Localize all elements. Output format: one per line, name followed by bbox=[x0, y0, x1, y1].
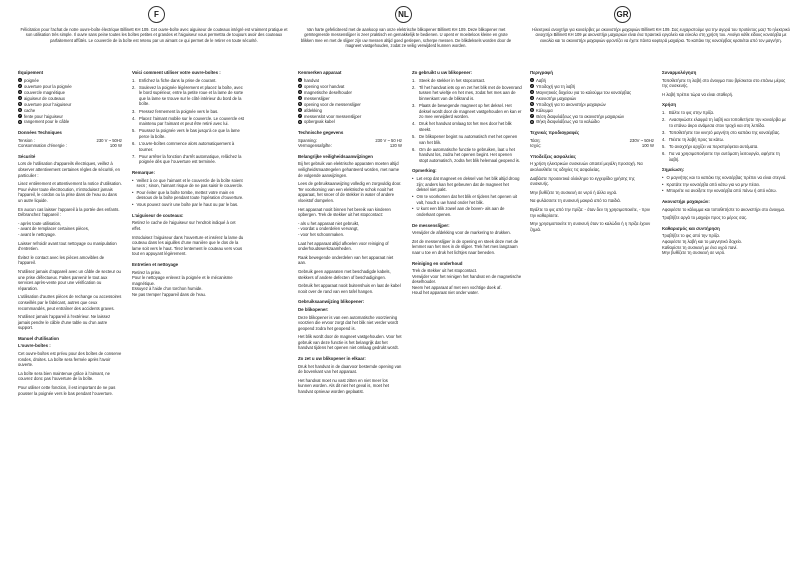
paragraph: Bij het gebruik van elektrische apparaten moeten altijd veiligheidsmaatregelen gehanteerd worden, met name de volgende aanwijzingen. bbox=[298, 161, 400, 178]
fr-spec-consumption: Consommation d’énergie : 100 W bbox=[18, 143, 122, 149]
list-item: • Pour éviter que la boîte tombe, mettez votre main en dessous de la boîte pendant toute l’opération d’ouverture. bbox=[132, 190, 244, 201]
paragraph: Η χρήση ηλεκτρικών συσκευών απαιτεί μεγάλη προσοχή. Να ακολουθείτε τις οδηγίες τις ασφαλείας. bbox=[530, 161, 643, 173]
paragraph: Lees de gebruiksaanwijzing volledig en zorgvuldig door. Ter voorkoming van een elektrische schok nooit het apparaat, het snoer of de stekker in water of andere vloeistof dompelen. bbox=[298, 181, 402, 204]
nl-spec-voltage: Spanning: 230 V ~ 50 Hz bbox=[298, 137, 402, 143]
paragraph: - als u het apparaat niet gebruikt, bbox=[298, 220, 360, 226]
nl-note-heading: Opmerking: bbox=[412, 168, 437, 174]
list-item: 3. Τοποθετήστε τον κινητό μαγνήτη στο καπάκι της κονσέρβας. bbox=[662, 129, 781, 135]
list-item: 3 Μαγνητικός δοχείου για το καλούμμι του κονσέρβας bbox=[531, 89, 632, 95]
list-item: • Vous pouvez ouvrir une boîte par le haut ou par le bas. bbox=[132, 202, 244, 208]
list-item: 6. L’ouvre-boîtes commence alors automatiquement à tourner. bbox=[132, 141, 235, 152]
nl-column-2 bbox=[412, 70, 522, 296]
gr-note-heading: Σημείωση: bbox=[662, 167, 685, 173]
list-item: 5 opening voor de messenslijper bbox=[299, 101, 361, 107]
list-item: 5. De blikopener begint nu automatisch met het openen van het blik. bbox=[412, 133, 518, 145]
list-item: 1. Steek de stekker in het stopcontact. bbox=[412, 77, 486, 83]
list-item: 1 poignée bbox=[19, 77, 39, 83]
gr-sharpener-heading: Ακονιστήρι μαχαιριών: bbox=[662, 198, 710, 204]
paragraph: Βγάλτε το φις από την πρίζα: - όταν δεν τη χρησιμοποιείτε, - πριν την καθαρίσετε. bbox=[530, 207, 650, 218]
gr-column-2 bbox=[662, 70, 788, 256]
nl-assembly-heading: Zo zet u uw blikopener in elkaar: bbox=[298, 356, 366, 362]
language-badge-nl: NL bbox=[395, 6, 412, 23]
paragraph: - voor het schoonmaken. bbox=[298, 231, 345, 237]
fr-howto-heading: Voici comment utiliser votre ouvre-boîtes : bbox=[132, 70, 221, 75]
list-item: 5 ouverture pour l’aiguiseur bbox=[19, 101, 72, 107]
list-item: 7 Θέση διαφυλάξεως για το ακονιστήρι μαχαιριών bbox=[531, 113, 625, 119]
paragraph: Introduisez l’aiguiseur dans l’ouverture et insérez la lame du couteau dans les aiguilles d’une manière que le dos de la lame soit vers le haut. Tirez lentement le couteau vers vous tout en appuyant légèrement. bbox=[132, 234, 244, 257]
paragraph: - voordat u onderdelen vervangt, bbox=[298, 226, 359, 232]
fr-spec-tension: Tension : 230 V ~ 50Hz bbox=[18, 137, 122, 143]
list-item: 1. Enfichez la fiche dans la prise de courant. bbox=[132, 77, 217, 83]
intro-gr: Ηλεκτρικό ανοιχτήρι για κονσέρβες με ακονιστήρι μαχαιριών Billinett KH 109. Σας ευχαριστούμε για την αγορά του προϊόντος μας! Το ηλεκτρικό ανοιχτήρι Billinett KH 109 με ακονιστήρι μαχαιριών είναι ένα πρακτικό εργαλείο και εύκολο στη χρήση του. Ανοίγει κάθε είδους κονσέρβα με ευκολία και το ακονιστήρι μαχαιριών φροντίζει να έχετε πάντα κοφτερά μαχαίρια. Το καπάκι της κονσέρβας κρατιέται από τον μαγνήτη. bbox=[532, 27, 790, 43]
paragraph: Μην βυθίζετε τη συσκευή σε νερό. bbox=[662, 250, 726, 256]
paragraph: Αφαιρέστε το κάλυμμα και τοποθετήστε το ακονιστήρι στο άνοιγμα. bbox=[662, 206, 786, 212]
paragraph: Druk het handvat in de daarvoor bestemde opening van de bovenkant van het apparaat. bbox=[298, 363, 402, 375]
list-item: 1. Βάλτε το φις στην πρίζα. bbox=[662, 109, 715, 115]
paragraph: Verwijder voor het reinigen het handvat en de magnetische deselhouder. bbox=[412, 273, 522, 285]
fr-equipment-list bbox=[18, 78, 122, 125]
nl-column-1 bbox=[298, 70, 402, 398]
list-item: 3 magnetische deselhouder bbox=[299, 89, 352, 95]
paragraph: Laat het apparaat altijd afkoelen voor reiniging of onderhoudswerkzaamheden. bbox=[298, 240, 389, 252]
gr-parts-heading: Περιγραφή bbox=[530, 70, 553, 75]
list-item: • Ο μαγνήτης και το καπάκι της κονσέρβας πρέπει να είναι στεγνά. bbox=[662, 175, 788, 181]
paragraph: Gebruik het apparaat nooit buitenshuis en laat de kabel nooit over de rand van een tafel hangen. bbox=[298, 283, 401, 294]
nl-sharpener-heading: De messenslijper: bbox=[412, 222, 450, 228]
nl-opening-heading: Zo gebruikt u uw blikopener: bbox=[412, 70, 473, 75]
list-item: 2. Ανασηκώστε ελαφρά τη λαβή και τοποθετήστε την κονσέρβα με το επάνω άκρο ανάμεσα στον τροχό και στη λεπίδα. bbox=[662, 117, 787, 128]
paragraph: Deze blikopener is van een automatische voorziening voorzien die ervoor zorgt dat het blik niet verder wordt geopend zodra het geopend is. bbox=[298, 314, 398, 331]
paragraph: Retirez le cache de l’aiguiseur sur l’endroit indiqué à cet effet. bbox=[132, 220, 236, 232]
list-item: • Veillez à ce que l’aimant et le couvercle de la boîte soient secs ; sinon, l’aimant risque de ne pas saisir le couvercle. bbox=[132, 178, 244, 189]
list-item: 2 opening voor handvat bbox=[299, 83, 345, 89]
gr-tech-heading: Τεχνικές προδιαγραφές bbox=[530, 130, 580, 136]
list-item: 7. Pour arrêter la fonction d’arrêt automatique, relâchez la poignée dès que l’ouverture est terminée. bbox=[132, 153, 242, 165]
list-item: 2. Til het handvat iets op en zet het blik met de bovenrand tussen het wieltje en het mes, zodat het mes aan de binnenkant van de blikrand is. bbox=[412, 84, 522, 101]
list-item: 6 Κάλυμμα bbox=[531, 107, 553, 113]
nl-care-heading: Reiniging en onderhoud bbox=[412, 260, 463, 266]
list-item: 6. Om de automatische functie te gebruiken, laat u het handvat los, zodra het openen begint. Het openen stopt automatisch, zodra het blik helemaal geopend is. bbox=[412, 146, 521, 163]
list-item: 2 ouverture pour la poignée bbox=[19, 83, 72, 89]
list-item: 1 Λαβή bbox=[531, 77, 546, 83]
paragraph: Τραβήξτε το φις από την πρίζα. bbox=[662, 233, 720, 239]
list-item: 6 afdekking bbox=[299, 107, 322, 113]
gr-spec-power: Ισχύς: 100 W bbox=[530, 143, 654, 149]
list-item: 1 handvat bbox=[299, 77, 319, 83]
fr-remark-heading: Remarque: bbox=[132, 169, 155, 175]
list-item: 4 messenslijper bbox=[299, 95, 330, 101]
list-item: 4. Placez l’aimant mobile sur le couvercle. Le couvercle est maintenu par l’aimant et peut être retiré avec lui. bbox=[132, 115, 244, 127]
list-item: 4 aiguiseur de couteaux bbox=[19, 95, 65, 101]
nl-safety-heading: Belangrijke veiligheidsaanwijzingen bbox=[298, 153, 373, 159]
paragraph: Houd het apparaat niet onder water. bbox=[412, 290, 479, 296]
list-item: 7 fente pour l’aiguiseur bbox=[19, 113, 63, 119]
paragraph: Évitez le contact avec les pièces amovibles de l’appareil. bbox=[18, 254, 105, 266]
list-item: 2. Soulevez la poignée légèrement et placez la boîte, avec le bord supérieur, entre la petite roue et la lame de sorte que la lame se trouve sur le côté intérieur du bord de la boîte. bbox=[132, 84, 244, 107]
paragraph: Καθαρίστε τη συσκευή με ένα υγρό πανί. bbox=[662, 244, 738, 250]
list-item: • Let erop dat magneet en deksel van het blik altijd droog zijn; anders kan het gebeuren dat de magneet het deksel niet pakt. bbox=[412, 176, 522, 193]
paragraph: Τραβήξτε αργά το μαχαίρι προς το μέρος σας. bbox=[662, 215, 748, 221]
paragraph: Pour le nettoyage enlevez la poignée et le mécanisme magnétique. bbox=[132, 275, 233, 286]
gr-spec-voltage: Τάση: 230V ~ 50Hz bbox=[530, 137, 654, 143]
paragraph: Να φυλάσσετε τη συσκευή μακριά από τα παιδιά. bbox=[530, 198, 621, 204]
paragraph: Lisez entièrement et attentivement la notice d’utilisation. Pour éviter toute électrocution, n’introduisez jamais l’appareil, le cordon ou la prise dans de l’eau ou dans un autre liquide. bbox=[18, 181, 122, 204]
fr-sharpener-heading: L’aiguiseur de couteaux: bbox=[132, 212, 184, 218]
paragraph: Ne pas tremper l’appareil dans de l’eau. bbox=[132, 291, 207, 297]
paragraph: N’utilisez jamais d’appareil avec un câble de secteur ou une prise défectueux. Faites parvenir le tout aux services après-vente pour une vérification ou réparation. bbox=[18, 268, 121, 291]
paragraph: Τοποθετήστε τη λαβή στο άνοιγμα που βρίσκεται στο επάνω μέρος της συσκευής. bbox=[662, 77, 786, 89]
fr-column-2 bbox=[132, 70, 244, 298]
nl-use-heading: Gebruiksaanwijzing blikopener: bbox=[298, 299, 365, 305]
paragraph: Gebruik geen apparaten met beschadigde kabels, stekkers of andere defecten of beschadigingen. bbox=[298, 268, 391, 280]
list-item: • Κρατάτε την κονσέρβα από κάτω για να μην πέσει. bbox=[662, 182, 788, 188]
paragraph: Het handvat moet nu vast zitten en niet meer los kunnen worden. Als dit niet het geval is, moet het handvat opnieuw worden geplaatst. bbox=[298, 377, 390, 395]
paragraph: Διαβάστε προσεκτικά ολόκληρο το εγχειρίδιο χρήσης της συσκευής. bbox=[530, 175, 635, 187]
paragraph: Lors de l’utilisation d’appareils électriques, veillez à observer attentivement certaines règles de sécurité, en particulier : bbox=[18, 161, 120, 178]
paragraph: Essuyez à l’aide d’un torchon humide. bbox=[132, 286, 203, 292]
nl-spec-power: Vermogensafgifte: 120 W bbox=[298, 143, 402, 149]
paragraph: En aucun cas laisser l’appareil à la portée des enfants. Débranchez l’appareil : bbox=[18, 206, 120, 218]
paragraph: Het apparaat nooit binnen het bereik van kinderen opbergen. Trek de stekker uit het stopcontact: bbox=[298, 206, 391, 218]
intro-nl: Van harte gefeliciteerd met de aankoop van onze elektrische blikopener Billinett KH 109. Deze blikopener met geïntegreerde messenslijper is zeer praktisch en gemakkelijk te bedienen. U opent er moeiteloos kleine en grote blikken mee en met de slijper zijn uw messen altijd goed geslepen, scherpe messen. De blikdeksels worden door de magneet vastgehouden, zodat ze veilig verwijderd kunnen worden. bbox=[300, 27, 512, 49]
gr-safety-heading: Υποδείξεις ασφαλείας bbox=[530, 153, 576, 159]
list-item: 4. Druk het handvat omlaag tot het mes door het blik steekt. bbox=[412, 121, 512, 132]
paragraph: Neem het apparaat af met een vochtige doek af. bbox=[412, 284, 502, 290]
list-item: 3 couvercle magnétique bbox=[19, 89, 65, 95]
paragraph: Μην βυθίζετε τη συσκευή σε νερό ή άλλα υγρά. bbox=[530, 189, 618, 195]
paragraph: Η λαβή πρέπει τώρα να είναι σταθερή. bbox=[662, 91, 734, 97]
list-item: 7 messenslot voor messenslijper bbox=[299, 113, 362, 119]
list-item: 3. Plaats de bewegende magneet op het deksel. Het deksel wordt door de magneet vastgehouden en kan er zo mee verwijderd worden. bbox=[412, 102, 522, 120]
list-item: 5 Υποδοχή για το ακονιστήρι μαχαιριών bbox=[531, 101, 606, 107]
nl-tech-heading: Technische gegevens bbox=[298, 130, 344, 136]
language-badge-fr: F bbox=[148, 6, 165, 23]
paragraph: Raak bewegende onderdelen van het apparaat niet aan. bbox=[298, 254, 394, 266]
paragraph: Verwijder de afdekking voor de markering te drukken. bbox=[412, 230, 511, 236]
nl-use-subheading: De blikopener: bbox=[298, 306, 329, 312]
list-item: • Μπορείτε να ανοίξετε την κονσέρβα από πάνω ή από κάτω. bbox=[662, 188, 788, 194]
paragraph: Pour utiliser cette fonction, il est important de ne pas pousser la poignée vers le bas pendant l’ouverture. bbox=[18, 385, 116, 396]
paragraph: Cet ouvre-boîtes est prévu pour des boîtes de conserve rondes, droites. La boîte sera fermée après l’avoir ouverte. bbox=[18, 351, 122, 368]
paragraph: Retirez la prise. bbox=[132, 269, 162, 275]
gr-column-1 bbox=[530, 70, 654, 235]
list-item: 4 Ακονιστήρι μαχαιριών bbox=[531, 95, 577, 101]
list-item: 2 Υποδοχή για τη λαβή bbox=[531, 83, 576, 89]
list-item: • U kunt een blik zowel aan de boven- als aan de onderkant openen. bbox=[412, 206, 522, 217]
fr-manual-heading: Manuel d’utilisation bbox=[18, 335, 59, 341]
gr-use-heading: Χρήση bbox=[662, 102, 677, 108]
paragraph: Trek de stekker uit het stopcontact. bbox=[412, 268, 478, 274]
paragraph: - avant le nettoyage. bbox=[18, 231, 56, 237]
fr-tech-heading: Données Techniques bbox=[18, 130, 62, 136]
paragraph: Αφαιρέστε τη λαβή και το μαγνητικό δοχείο. bbox=[662, 238, 743, 244]
list-item: 5. Το ανοιχτήρι αρχίζει να περιστρέφεται αυτόματα. bbox=[662, 143, 759, 149]
list-item: 6. Για να χρησιμοποιήσετε την αυτόματη λειτουργία, αφήστε τη λαβή. bbox=[662, 151, 780, 162]
paragraph: Het blik wordt door de magneet vastgehouden. Voor het gebruik van deze functie is het belangrijk dat het handvat tijdens het openen niet omlaag gedrukt wordt. bbox=[298, 334, 402, 351]
paragraph: Zet de messenslijper in de opening en steek deze met de lemmet van het mes in de slijper. Trek het mes langzaam naar u toe en druk het lichtjes naar beneden. bbox=[412, 238, 519, 255]
paragraph: La boîte sera bien maintenue grâce à l’aimant, ne couvrez donc pas l’ouverture de la boîte. bbox=[18, 370, 110, 382]
nl-components-heading: Kenmerken apparaat bbox=[298, 70, 342, 75]
paragraph: - avant de remplacer certaines pièces, bbox=[18, 226, 89, 232]
fr-manual-subheading: L’ouvre-boîtes : bbox=[18, 343, 51, 349]
fr-column-1 bbox=[18, 70, 122, 399]
fr-care-heading: Entretien et nettoyage bbox=[132, 262, 179, 267]
list-item: 8 opbergvak kabel bbox=[299, 119, 335, 125]
paragraph: Laisser refroidir avant tout nettoyage ou manipulation d’entretien. bbox=[18, 240, 117, 252]
list-item: • Om te voorkomen dat het blik er tijdens het openen uit valt, houdt u uw hand onder het blik. bbox=[412, 194, 522, 205]
paragraph: N’utilisez jamais l’appareil à l’extérieur. Ne laissez jamais pendre le câble d’une table ou d’un autre support. bbox=[18, 314, 111, 331]
gr-assembly-heading: Συναρμολόγηση bbox=[662, 70, 697, 75]
paragraph: Μην χρησιμοποιείτε τη συσκευή όταν το καλώδιο ή η πρίζα έχουν ζημιά. bbox=[530, 221, 651, 232]
intro-fr: Félicitation pour l’achat de notre ouvre-boîte électrique Billinett KH 109. Cet ouvre-boîte avec aiguiseur de couteaux intégré est vraiment pratique et son utilisation très simple. Il ouvre sans peine toutes les boîtes petites et grandes et l’aiguiseur vous permettra de toujours avoir des couteaux parfaitement affûtés. Le couvercle de la boîte est retenu par un aimant ce qui permet de le retirer en toute sécurité. bbox=[20, 27, 288, 43]
fr-safety-heading: Sécurité bbox=[18, 153, 36, 159]
gr-care-heading: Καθαρισμός και συντήρηση bbox=[662, 225, 720, 231]
list-item: 8 Θήκη διαφυλάξεως για το καλώδιο bbox=[531, 119, 600, 125]
language-badge-gr: GR bbox=[614, 6, 631, 23]
list-item: 4. Πιέστε τη λαβή προς τα κάτω. bbox=[662, 136, 725, 142]
list-item: 5. Poussez la poignée vers le bas jusqu’à ce que la lame perce la boîte. bbox=[132, 128, 240, 139]
fr-equipment-heading: Équipement bbox=[18, 70, 44, 75]
list-item: 3. Pressez fermement la poignée vers le bas. bbox=[132, 108, 219, 114]
paragraph: L’utilisation d’autres pièces de rechange ou accessoires conseillés par le fabricant, autres que ceux recommandés, peut entraîner des accidents graves. bbox=[18, 294, 122, 311]
paragraph: - après toute utilisation, bbox=[18, 220, 62, 226]
list-item: 6 cache bbox=[19, 107, 36, 113]
list-item: 8 rangement pour le câble bbox=[19, 119, 70, 125]
